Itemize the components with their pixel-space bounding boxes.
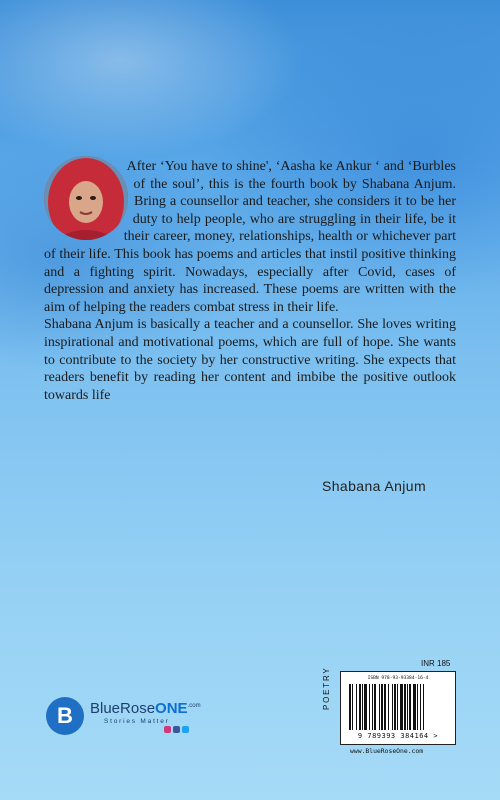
photo-text-wrap-space (44, 158, 136, 242)
genre-label: POETRY (322, 666, 331, 710)
publisher-tagline: Stories Matter (104, 718, 170, 725)
price-label: INR 185 (421, 659, 451, 668)
publisher-name-part2: ONE (155, 700, 188, 717)
publisher-name-suffix: .com (187, 703, 201, 709)
publisher-b-icon: B (46, 697, 84, 735)
blurb-paragraph-2: Shabana Anjum is basically a teacher and a counsellor. She loves writing inspirational and motivational poems, which are full of hope. She wants to contribute to the society by her constructive writing. She expects that readers benefit by reading her content and imbibe the positive outlook towards life (44, 317, 456, 403)
publisher-logo (46, 697, 216, 737)
barcode-bars (349, 684, 447, 732)
publisher-name-part1: BlueRose (90, 700, 156, 717)
author-signature: Shabana Anjum (322, 478, 427, 494)
twitter-icon (182, 726, 189, 733)
publisher-name (90, 700, 201, 717)
blurb-paragraph-1: After ‘You have to shine', ‘Aasha ke Ankur ‘ and ‘Burbles of the soul’, this is the fourth book by Shabana Anjum. Bring a counsellor and teacher, she considers it to be her duty to help people, who are struggling in their life, be it their career, money, relationships, health or whichever part of their life. This book has poems and articles that instil positive thinking and a fighting spirit. Nowadays, especially after Covid, cases of depression and anxiety has increased. These poems are written with the aim of helping the readers combat stress in their life. (44, 159, 456, 315)
back-cover-blurb (44, 158, 456, 404)
social-icons (164, 726, 189, 733)
instagram-icon (164, 726, 171, 733)
publisher-website: www.BlueRoseOne.com (350, 747, 424, 755)
barcode-digits: 9 789393 384164 > (357, 732, 439, 740)
isbn-number: ISBN 978-93-93384-16-4 (367, 676, 429, 681)
isbn-barcode (340, 671, 456, 745)
facebook-icon (173, 726, 180, 733)
